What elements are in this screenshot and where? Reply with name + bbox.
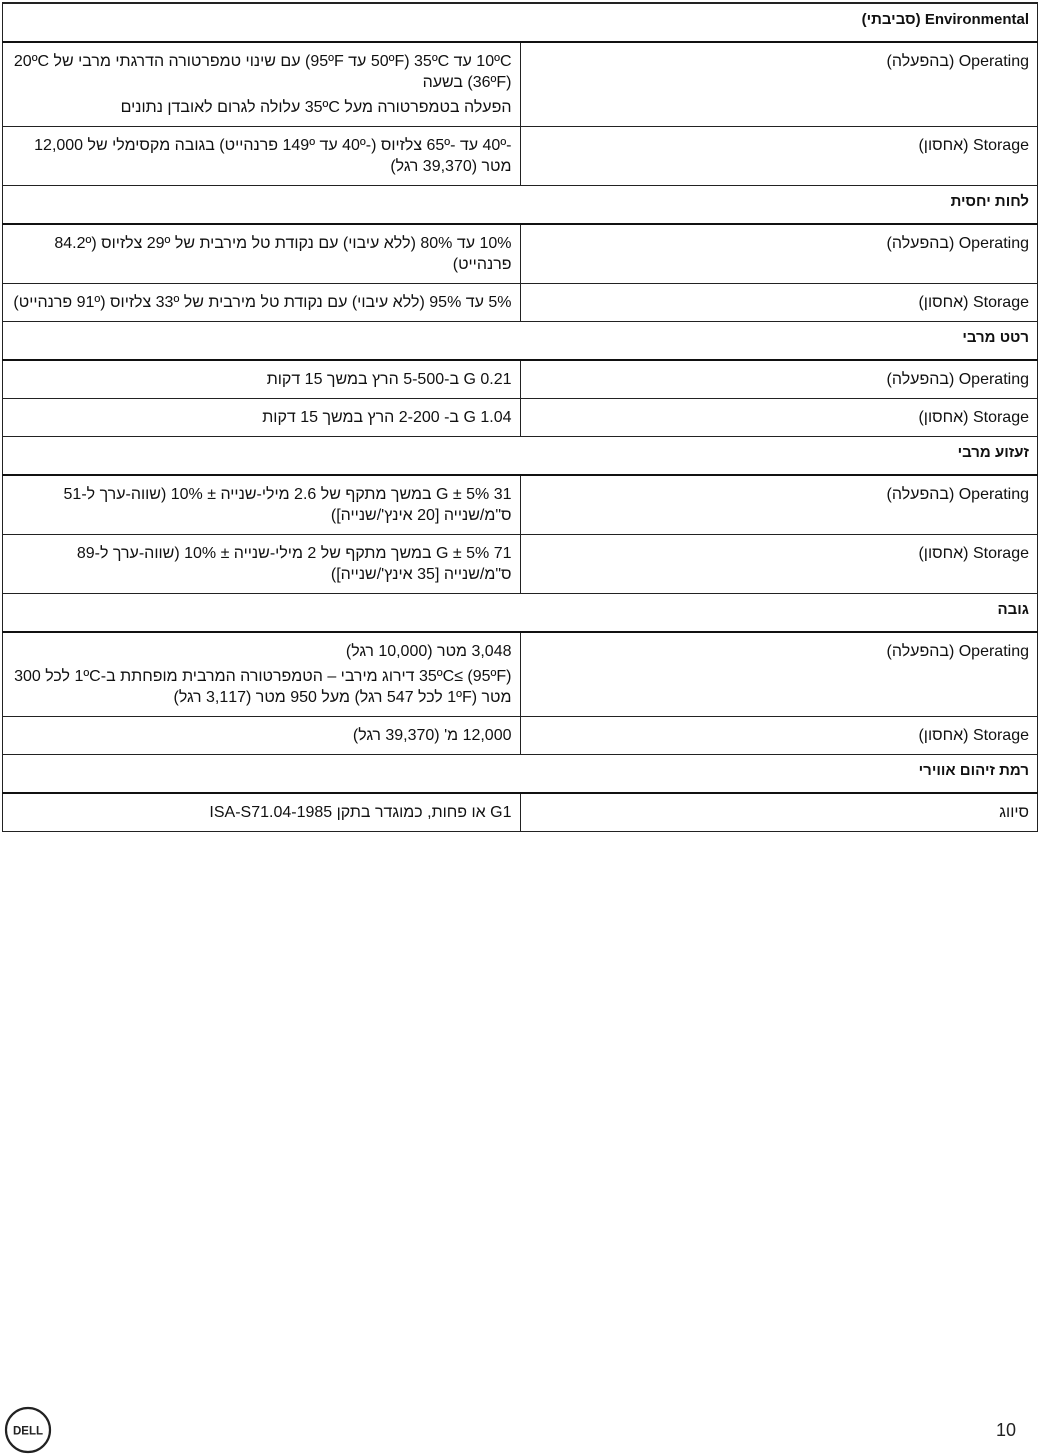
value-line: 5% עד 95% (ללא עיבוי) עם נקודת טל מירבית של 33º צלזיוס (91º פרנהייט) bbox=[13, 294, 512, 311]
value-line: 10% עד 80% (ללא עיבוי) עם נקודת טל מירבית של 29º צלזיוס (84.2º פרנהייט) bbox=[54, 235, 512, 273]
value-line: 3,048 מטר (10,000 רגל) bbox=[345, 643, 512, 660]
row-value bbox=[3, 127, 521, 186]
row-value bbox=[3, 224, 521, 284]
row-label: Storage (אחסון) bbox=[520, 127, 1038, 186]
row-label: Operating (בהפעלה) bbox=[520, 475, 1038, 535]
row-label: Storage (אחסון) bbox=[520, 535, 1038, 594]
value-line: -40º עד -65º צלזיוס (-40º עד 149º פרנהייט) בגובה מקסימלי של 12,000 מטר (39,370 רגל) bbox=[34, 137, 512, 175]
dell-logo bbox=[4, 1406, 52, 1454]
value-line: G1 או פחות, כמוגדר בתקן ISA-S71.04-1985 bbox=[209, 804, 512, 821]
row-label: Operating (בהפעלה) bbox=[520, 224, 1038, 284]
section-header: רטט מרבי bbox=[3, 322, 1038, 361]
row-label: Operating (בהפעלה) bbox=[520, 42, 1038, 127]
value-line: 71 G ± 5% במשך מתקף של 2 מילי-שנייה ± 10% (שווה-ערך ל-89 ס"מ/שנייה [35 אינץ'/שנייה]) bbox=[76, 545, 512, 583]
row-label: Storage (אחסון) bbox=[520, 284, 1038, 322]
row-value bbox=[3, 399, 521, 437]
row-value bbox=[3, 475, 521, 535]
section-header: לחות יחסית bbox=[3, 186, 1038, 225]
value-line: 10ºC עד 35ºC (50ºF עד 95ºF) עם שינוי טמפרטורה הדרגתי מרבי של 20ºC (36ºF) בשעה bbox=[13, 53, 512, 91]
value-line: 35ºC≤ (95ºF) דירוג מירבי – הטמפרטורה המרבית מופחתת ב-1ºC לכל 300 מטר (1ºF לכל 547 רגל) מעל 950 מטר (3,117 רגל) bbox=[14, 668, 512, 706]
section-header: רמת זיהום אווירי bbox=[3, 755, 1038, 794]
value-line: 31 G ± 5% במשך מתקף של 2.6 מילי-שנייה ± 10% (שווה-ערך ל-51 ס"מ/שנייה [20 אינץ'/שנייה]) bbox=[63, 486, 512, 524]
row-value bbox=[3, 360, 521, 399]
row-label: סיווג bbox=[520, 793, 1038, 832]
row-value bbox=[3, 535, 521, 594]
section-header: Environmental (סביבתי) bbox=[3, 3, 1038, 42]
row-value bbox=[3, 793, 521, 832]
section-header: גובה bbox=[3, 594, 1038, 633]
value-line: 1.04 G ב- 2-200 הרץ במשך 15 דקות bbox=[262, 409, 512, 426]
environmental-spec-table bbox=[2, 2, 1038, 832]
value-line: 0.21 G ב-5-500 הרץ במשך 15 דקות bbox=[266, 371, 512, 388]
row-label: Operating (בהפעלה) bbox=[520, 360, 1038, 399]
value-line: הפעלה בטמפרטורה מעל 35ºC עלולה לגרום לאובדן נתונים bbox=[120, 99, 512, 116]
row-label: Storage (אחסון) bbox=[520, 717, 1038, 755]
row-value bbox=[3, 42, 521, 127]
page-number: 10 bbox=[996, 1420, 1017, 1440]
row-label: Operating (בהפעלה) bbox=[520, 632, 1038, 717]
row-value bbox=[3, 717, 521, 755]
dell-logo-text: DELL bbox=[12, 1425, 44, 1438]
row-value bbox=[3, 632, 521, 717]
value-line: 12,000 מ' (39,370 רגל) bbox=[352, 727, 512, 744]
row-value bbox=[3, 284, 521, 322]
section-header: זעזוע מרבי bbox=[3, 437, 1038, 476]
row-label: Storage (אחסון) bbox=[520, 399, 1038, 437]
